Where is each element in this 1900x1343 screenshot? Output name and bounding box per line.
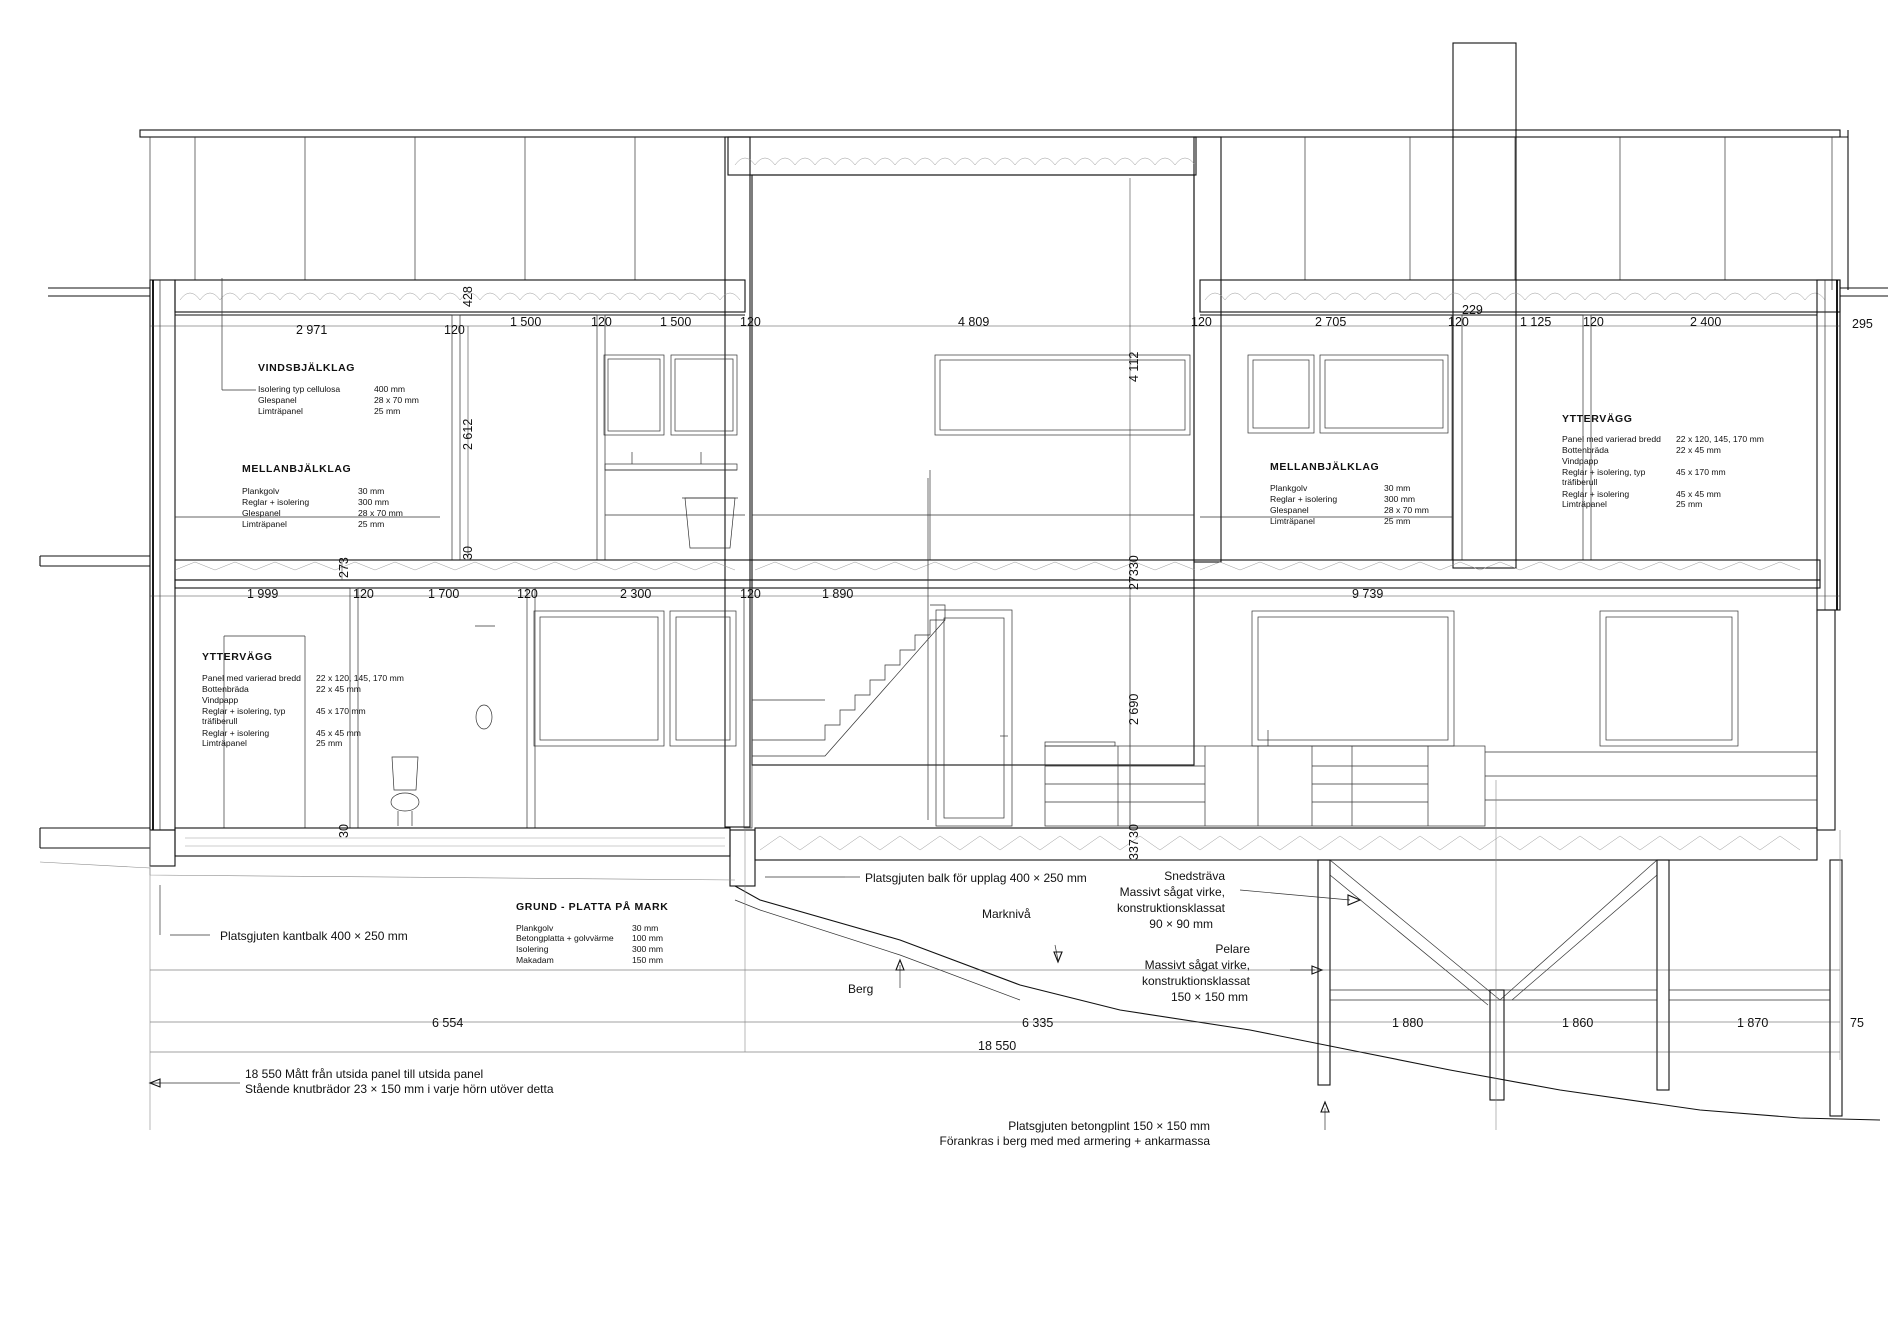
annotations	[220, 869, 1251, 1148]
dim-30b: 30	[1127, 824, 1141, 838]
note-plint-1: Platsgjuten betongplint 150 × 150 mm	[1008, 1119, 1210, 1133]
vertical-dimensions	[337, 352, 1141, 860]
spec-row-label: Glespanel	[258, 395, 297, 405]
bottom-dimensions	[432, 1016, 1864, 1053]
spec-row-value: 25 mm	[316, 738, 343, 748]
roof-rafters	[195, 137, 1725, 280]
spec-row-label: Reglar + isolering	[1270, 494, 1338, 504]
spec-row-label: Plankgolv	[1270, 483, 1308, 493]
dim-120a: 120	[444, 323, 465, 337]
dim-1870: 1 870	[1737, 1016, 1769, 1030]
dim-1890: 1 890	[822, 587, 854, 601]
dim-1999: 1 999	[247, 587, 279, 601]
spec-row-label: Bottenbräda	[1562, 445, 1609, 455]
spec-title: YTTERVÄGG	[1562, 413, 1633, 425]
note-plint-2: Förankras i berg med med armering + ankarmassa	[939, 1134, 1210, 1148]
note-marknivå: Marknivå	[982, 907, 1031, 921]
spec-row-value: 300 mm	[358, 497, 390, 507]
spec-row-value: 25 mm	[374, 406, 401, 416]
dim-120f: 120	[1583, 315, 1604, 329]
dim-30a: 30	[461, 546, 475, 560]
dim-30c: 30	[337, 824, 351, 838]
spec-row-value: 30 mm	[1384, 483, 1411, 493]
dim-4809: 4 809	[958, 315, 990, 329]
note-snedstrava-2: Massivt sågat virke,	[1119, 885, 1225, 899]
dim-229: 229	[1462, 303, 1483, 317]
spec-row-label: Plankgolv	[242, 486, 280, 496]
note-balk: Platsgjuten balk för upplag 400 × 250 mm	[865, 871, 1087, 885]
spec-row-label: Limträpanel	[1270, 516, 1315, 526]
dim-120g: 120	[353, 587, 374, 601]
note-pelare-1: Pelare	[1215, 942, 1250, 956]
dim-120d: 120	[1191, 315, 1212, 329]
dim-1860: 1 860	[1562, 1016, 1594, 1030]
dim-2971: 2 971	[296, 323, 328, 337]
dim-18550: 18 550	[978, 1039, 1017, 1053]
spec-row-label: Reglar + isolering, typ	[202, 706, 286, 716]
spec-grund	[516, 900, 668, 965]
spec-row-label: Makadam	[516, 955, 554, 965]
spec-row-value: 25 mm	[1676, 499, 1703, 509]
spec-row-value: 30 mm	[358, 486, 385, 496]
note-matt-2: Stående knutbrädor 23 × 150 mm i varje hörn utöver detta	[245, 1082, 554, 1096]
spec-row-value: 22 x 120, 145, 170 mm	[316, 673, 404, 683]
spec-row-value: 28 x 70 mm	[1384, 505, 1429, 515]
terrain-line	[735, 886, 1880, 1120]
spec-mellanbjalklag-left	[242, 462, 403, 529]
note-berg: Berg	[848, 982, 874, 996]
spec-row-label: Vindpapp	[202, 695, 239, 705]
note-pelare-3: konstruktionsklassat	[1141, 974, 1250, 988]
dim-120e: 120	[1448, 315, 1469, 329]
spec-title: YTTERVÄGG	[202, 651, 273, 663]
dim-6554: 6 554	[432, 1016, 464, 1030]
spec-row-label: Isolering typ cellulosa	[258, 384, 341, 394]
dim-1700: 1 700	[428, 587, 460, 601]
dim-4112: 4 112	[1127, 351, 1141, 382]
spec-vindsbjalklag	[258, 361, 419, 416]
spec-row-value: 28 x 70 mm	[374, 395, 419, 405]
spec-row-label: Limträpanel	[258, 406, 303, 416]
note-snedstrava-4: 90 × 90 mm	[1149, 917, 1213, 931]
spec-row-value: 22 x 120, 145, 170 mm	[1676, 434, 1764, 444]
note-snedstrava-3: konstruktionsklassat	[1116, 901, 1225, 915]
spec-row-label: Reglar + isolering	[1562, 489, 1630, 499]
spec-row-value: 30 mm	[632, 923, 659, 933]
spec-row-label: Glespanel	[1270, 505, 1309, 515]
spec-row-label: Bottenbräda	[202, 684, 249, 694]
spec-row-value: 45 x 45 mm	[316, 728, 361, 738]
note-kantbalk: Platsgjuten kantbalk 400 × 250 mm	[220, 929, 408, 943]
attic-floor	[48, 158, 1888, 312]
note-pelare-2: Massivt sågat virke,	[1144, 958, 1250, 972]
ground-floor	[224, 478, 1817, 828]
spec-mellanbjalklag-right	[1270, 460, 1429, 526]
spec-row-value: 22 x 45 mm	[316, 684, 361, 694]
spec-row-value: 25 mm	[1384, 516, 1411, 526]
dim-6335: 6 335	[1022, 1016, 1054, 1030]
spec-row-label: Limträpanel	[242, 519, 287, 529]
spec-row-label: Vindpapp	[1562, 456, 1599, 466]
spec-row-label: Reglar + isolering, typ	[1562, 467, 1646, 477]
dim-2690: 2 690	[1127, 693, 1141, 725]
spec-row-label: Reglar + isolering	[202, 728, 270, 738]
dim-1125: 1 125	[1520, 315, 1552, 329]
door	[936, 610, 1012, 826]
spec-title: VINDSBJÄLKLAG	[258, 362, 356, 374]
spec-row-value: 45 x 170 mm	[316, 706, 366, 716]
spec-title: MELLANBJÄLKLAG	[242, 463, 352, 475]
spec-row-label: Reglar + isolering	[242, 497, 310, 507]
dim-120i: 120	[740, 587, 761, 601]
spec-row-value: 100 mm	[632, 933, 664, 943]
dim-1500b: 1 500	[660, 315, 692, 329]
spec-row-label: träfiberull	[202, 716, 238, 726]
spec-row-label: Limträpanel	[202, 738, 247, 748]
dim-273: 273	[337, 557, 351, 578]
spec-row-value: 300 mm	[1384, 494, 1416, 504]
spec-title: GRUND - PLATTA PÅ MARK	[516, 901, 669, 913]
timber-posts	[1318, 860, 1842, 1116]
spec-row-label: Plankgolv	[516, 923, 554, 933]
spec-title: MELLANBJÄLKLAG	[1270, 461, 1380, 473]
spec-row-label: träfiberull	[1562, 477, 1598, 487]
spec-row-value: 28 x 70 mm	[358, 508, 403, 518]
spec-yttervagg-right	[1562, 412, 1764, 509]
dim-9739: 9 739	[1352, 587, 1384, 601]
spec-row-value: 25 mm	[358, 519, 385, 529]
note-snedstrava-1: Snedsträva	[1164, 869, 1225, 883]
spec-row-value: 45 x 170 mm	[1676, 467, 1726, 477]
spec-yttervagg-left	[202, 650, 404, 748]
dim-27330: 27330	[1127, 555, 1141, 590]
spec-row-value: 150 mm	[632, 955, 664, 965]
dim-120b: 120	[591, 315, 612, 329]
spec-row-label: Panel med varierad bredd	[1562, 434, 1661, 444]
spec-row-label: Isolering	[516, 944, 549, 954]
dim-120h: 120	[517, 587, 538, 601]
dim-1880: 1 880	[1392, 1016, 1424, 1030]
spec-row-value: 400 mm	[374, 384, 406, 394]
middle-dimensions	[247, 587, 1383, 601]
dim-75: 75	[1850, 1016, 1864, 1030]
spec-row-label: Glespanel	[242, 508, 281, 518]
spec-row-label: Limträpanel	[1562, 499, 1607, 509]
spec-row-label: Betongplatta + golvvärme	[516, 933, 614, 943]
dim-2612: 2 612	[461, 418, 475, 450]
dim-295: 295	[1852, 317, 1873, 331]
dim-120c: 120	[740, 315, 761, 329]
middle-floor	[40, 556, 1820, 588]
dim-2400: 2 400	[1690, 315, 1722, 329]
spec-row-value: 300 mm	[632, 944, 664, 954]
dim-428: 428	[461, 286, 475, 307]
dim-2705: 2 705	[1315, 315, 1347, 329]
dim-2300: 2 300	[620, 587, 652, 601]
spec-row-value: 45 x 45 mm	[1676, 489, 1721, 499]
outer-walls	[150, 280, 1840, 830]
spec-row-label: Panel med varierad bredd	[202, 673, 301, 683]
dim-1500a: 1 500	[510, 315, 542, 329]
note-matt-1: 18 550 Mått från utsida panel till utsida panel	[245, 1067, 484, 1081]
dim-337: 337	[1127, 839, 1141, 860]
spec-row-value: 22 x 45 mm	[1676, 445, 1721, 455]
note-pelare-4: 150 × 150 mm	[1170, 990, 1248, 1004]
